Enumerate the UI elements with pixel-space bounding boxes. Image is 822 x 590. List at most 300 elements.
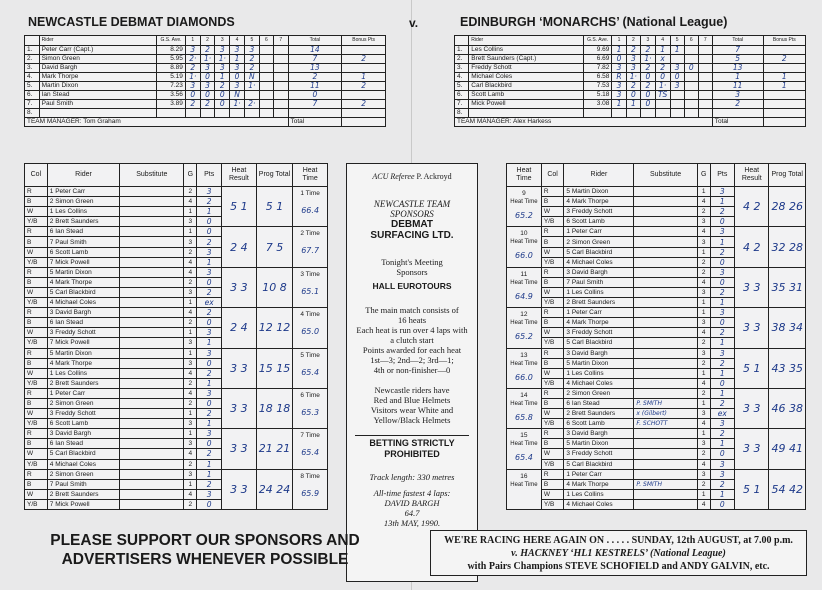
heat-points: 2 [197,197,222,207]
heat-time-label: 1 Time [300,190,320,197]
heat-substitute: F. SCHOTT [634,419,697,429]
heat-substitute [634,439,697,449]
rider-bonus: 2 [763,55,805,64]
heat-gate: 4 [697,459,710,469]
next-meeting-box [430,530,807,576]
heat-time-cell [293,469,328,509]
rider-bonus [763,46,805,55]
heat-gate: 3 [184,287,197,297]
ride-score: N [230,91,245,100]
col-header-ride-4: 4 [655,36,670,46]
heat-row [25,187,328,197]
rider-name: Simon Green [39,55,157,64]
heat-rider: 7 Mick Powell [47,257,119,267]
rider-name: Martin Dixon [39,82,157,91]
heat-time-cell [293,388,328,428]
col-header-ride-6: 6 [684,36,698,46]
col-header-heat-time: Heat Time [293,164,328,187]
heat-substitute [634,267,697,277]
col-header-rider: Rider [39,36,157,46]
ride-score: 3 [215,64,230,73]
heat-substitute [120,378,184,388]
rider-name: Peter Carr (Capt.) [39,46,157,55]
rider-row [25,64,386,73]
ride-score [185,109,200,118]
ride-score [684,82,698,91]
heat-points: 2 [197,308,222,318]
heat-colour: R [541,308,564,318]
heat-time-cell [507,187,542,227]
heat-rider: 4 Mark Thorpe [564,318,634,328]
heat-colour: B [541,439,564,449]
heat-row [25,348,328,358]
middle-info-panel [346,163,478,582]
heat-colour: Y/B [541,378,564,388]
heat-colour: Y/B [25,378,48,388]
rider-total: 13 [712,64,763,73]
col-header-ride-3: 3 [641,36,656,46]
heat-rider: 5 Martin Dixon [564,358,634,368]
heat-gate: 1 [184,207,197,217]
heat-colour: Y/B [541,217,564,227]
heat-prog-total: 15 15 [256,348,293,388]
heat-time: 65.0 [301,327,320,337]
ride-score [684,100,698,109]
heat-gate: 4 [697,378,710,388]
heat-colour: Y/B [541,257,564,267]
heat-rider: 1 Peter Carr [47,187,119,197]
rider-row [25,55,386,64]
rider-number: 1. [455,46,469,55]
sponsors-heading-1: NEWCASTLE TEAM [373,199,451,209]
heat-result: 5 1 [222,187,257,227]
heat-colour: R [25,227,48,237]
heat-points: 1 [710,298,734,308]
rider-number: 8. [25,109,40,118]
heat-points: 1 [197,257,222,267]
heat-colour: R [541,388,564,398]
heat-time-cell [507,227,542,267]
heat-gate: 2 [184,398,197,408]
heat-gate: 4 [184,449,197,459]
heat-time: 66.0 [515,251,533,261]
rider-number: 3. [25,64,40,73]
heat-number: 10 [520,230,528,238]
heat-points: 0 [710,449,734,459]
heat-gate: 1 [697,187,710,197]
heat-row [507,187,806,197]
heat-gate: 4 [184,257,197,267]
heat-colour: R [25,388,48,398]
heat-points: 2 [710,328,734,338]
rules-line: a clutch start [390,335,434,345]
ride-score: 1· [626,73,641,82]
heat-number: 11 [520,270,528,278]
heat-gate: 3 [697,217,710,227]
col-header-ride-7: 7 [698,36,712,46]
heat-colour: B [541,318,564,328]
heat-substitute [120,409,184,419]
heat-rider: 7 Mick Powell [47,338,119,348]
heat-gate: 2 [697,449,710,459]
heat-substitute [634,469,697,479]
heat-rider: 1 Les Collins [564,489,634,499]
rider-name: Brett Saunders (Capt.) [469,55,584,64]
rider-row [455,100,806,109]
heat-gate: 4 [697,197,710,207]
rider-name: Mark Thorpe [39,73,157,82]
ride-score: 2· [244,100,259,109]
rules-line: Points awarded for each heat [362,345,462,355]
heat-row [25,308,328,318]
heat-points: 2 [710,287,734,297]
col-header-avg: G.S. Ave. [583,36,612,46]
heat-colour: W [25,489,48,499]
ride-score: 0 [200,91,215,100]
rider-number: 2. [455,55,469,64]
col-header-total: Total [712,36,763,46]
heat-rider: 3 Freddy Schott [564,207,634,217]
rider-bonus [763,64,805,73]
ride-score: 1· [244,82,259,91]
heat-time-cell [293,187,328,227]
heat-gate: 3 [184,358,197,368]
heat-row [25,227,328,237]
ride-score [670,55,684,64]
ride-score: 3 [185,82,200,91]
heat-time: 65.2 [515,211,533,220]
heat-points: 3 [197,328,222,338]
heat-rider: 3 Freddy Schott [47,328,119,338]
ride-score: 1· [641,55,656,64]
heat-gate: 2 [697,479,710,489]
heat-points: 1 [197,378,222,388]
heat-result: 3 3 [735,267,769,307]
heat-colour: W [541,207,564,217]
heat-substitute [634,348,697,358]
col-header-bonus: Bonus Pts [763,36,805,46]
heat-gate: 2 [697,338,710,348]
ride-score [200,109,215,118]
meeting-sponsor-name: HALL EUROTOURS [372,281,452,291]
heat-substitute [120,247,184,257]
away-team-title: EDINBURGH ‘MONARCHS’ (National League) [460,15,728,29]
heat-colour: B [25,439,48,449]
heat-gate: 4 [697,499,710,509]
heat-rider: 1 Les Collins [564,368,634,378]
heat-substitute [120,489,184,499]
ride-score: 1 [670,46,684,55]
heat-points: 1 [710,439,734,449]
heat-points: 2 [710,358,734,368]
heat-substitute [120,398,184,408]
heat-rider: 7 Paul Smith [47,237,119,247]
ride-score: 0 [230,73,245,82]
heat-substitute [120,388,184,398]
heat-gate: 3 [697,409,710,419]
heat-prog-total: 35 31 [769,267,806,307]
helmet-colours-line: Newcastle riders have [374,385,450,395]
heat-rider: 5 Carl Blackbird [564,338,634,348]
col-header-gate: G [184,164,197,187]
heat-rider: 5 Martin Dixon [564,187,634,197]
heat-substitute: P. SMITH [634,398,697,408]
rider-total: 11 [712,82,763,91]
referee-name: P. Ackroyd [416,172,452,181]
helmet-colours-line: Red and Blue Helmets [373,395,451,405]
ride-score: 3 [230,82,245,91]
heat-substitute [120,328,184,338]
heat-colour: R [25,348,48,358]
ride-score: 3 [670,82,684,91]
ride-score: 1· [655,82,670,91]
heat-points: 3 [710,227,734,237]
heat-gate: 3 [184,469,197,479]
heat-rider: 4 Mark Thorpe [47,277,119,287]
heat-rider: 3 Freddy Schott [564,328,634,338]
heat-rider: 6 Ian Stead [564,398,634,408]
rider-average: 7.53 [583,82,612,91]
home-team-title: NEWCASTLE DEBMAT DIAMONDS [28,15,235,29]
heat-row [25,469,328,479]
heat-gate: 4 [697,328,710,338]
heat-result: 2 4 [222,227,257,267]
heat-gate: 1 [184,348,197,358]
rider-number: 2. [25,55,40,64]
heat-points: 3 [710,459,734,469]
rider-total: 7 [712,46,763,55]
rider-name: Carl Blackbird [469,82,584,91]
rider-row [455,46,806,55]
col-header-points: Pts [197,164,222,187]
heat-time-label: Heat Time [510,199,538,205]
heat-gate: 1 [697,489,710,499]
heat-gate: 1 [697,298,710,308]
meeting-sponsors-2: Sponsors [396,267,428,277]
rider-bonus [763,100,805,109]
track-record-line: 13th MAY, 1990. [383,518,441,528]
heat-rider: 7 Paul Smith [47,479,119,489]
heat-colour: B [541,237,564,247]
heat-substitute [120,338,184,348]
col-header-colour: Col [541,164,564,187]
ride-score [655,100,670,109]
col-header-no [25,36,40,46]
heat-gate: 2 [184,499,197,509]
heat-colour: R [25,429,48,439]
heat-substitute [120,358,184,368]
heat-rider: 2 Brett Saunders [47,217,119,227]
rider-average: 7.23 [157,82,186,91]
heat-substitute [634,298,697,308]
support-sponsors-notice [24,531,386,569]
heat-prog-total: 43 35 [769,348,806,388]
heat-rider: 7 Paul Smith [564,277,634,287]
ride-score [244,91,259,100]
rules-line: Each heat is run over 4 laps with [356,325,468,335]
ride-score: 3 [612,91,626,100]
heat-colour: W [25,247,48,257]
ride-score: 0 [684,64,698,73]
col-header-substitute: Substitute [634,164,697,187]
heat-rider: 5 Carl Blackbird [564,459,634,469]
col-header-heat-result: Heat Result [222,164,257,187]
heat-result: 5 1 [735,469,769,509]
rider-average: 9.69 [583,46,612,55]
heat-time: 66.4 [301,206,320,215]
heat-rider: 6 Ian Stead [47,318,119,328]
ride-score: 0 [626,91,641,100]
heat-number: 16 [520,472,528,480]
heat-points: 3 [197,388,222,398]
heat-colour: Y/B [25,338,48,348]
heat-number: 12 [520,311,528,319]
heat-colour: B [25,479,48,489]
heat-points: 1 [197,469,222,479]
col-header-rider: Rider [47,164,119,187]
heat-time: 65.4 [515,453,533,463]
rider-average: 7.82 [583,64,612,73]
ride-score [274,73,288,82]
heat-colour: Y/B [541,459,564,469]
heat-row [507,227,806,237]
heats-table-left [24,163,328,510]
heat-gate: 4 [184,267,197,277]
heat-rider: 3 David Bargh [47,308,119,318]
heat-time-label: 7 Time [300,432,320,440]
ride-score [259,91,273,100]
ride-score [274,55,288,64]
ride-score: 2 [655,64,670,73]
rider-number: 4. [455,73,469,82]
col-header-ride-1: 1 [612,36,626,46]
rider-name: David Bargh [39,64,157,73]
ride-score: 1 [626,100,641,109]
heat-time-cell [507,429,542,469]
ride-score: 2 [626,46,641,55]
ride-score [698,55,712,64]
heat-colour: Y/B [25,459,48,469]
rider-number: 4. [25,73,40,82]
helmet-colours-line: Yellow/Black Helmets [373,415,451,425]
grand-total-cell [342,118,386,127]
rider-bonus: 2 [342,100,386,109]
heat-points: ex [197,298,222,308]
heat-gate: 4 [184,308,197,318]
heat-time-label: Heat Time [510,441,538,448]
heat-points: 0 [710,499,734,509]
ride-score: 2 [200,100,215,109]
heat-result: 3 3 [735,429,769,469]
heats-table-right [506,163,806,510]
heat-points: 1 [197,459,222,469]
heat-points: 0 [710,257,734,267]
heat-points: 2 [197,287,222,297]
heat-rider: 4 Mark Thorpe [564,197,634,207]
rider-number: 5. [455,82,469,91]
ride-score: 2 [641,64,656,73]
heat-number: 14 [520,391,528,399]
rider-bonus: 1 [342,73,386,82]
heat-gate: 1 [697,247,710,257]
heat-rider: 1 Peter Carr [564,469,634,479]
next-meeting-line-3: with Pairs Champions STEVE SCHOFIELD and ANDY GALVIN, etc. [467,561,770,572]
ride-score [684,46,698,55]
col-header-heat-time: Heat Time [507,164,542,187]
heat-prog-total: 46 38 [769,388,806,428]
heat-substitute [120,217,184,227]
ride-score: 0 [215,91,230,100]
support-line-1: PLEASE SUPPORT OUR SPONSORS AND [50,532,360,549]
heat-prog-total: 12 12 [256,308,293,348]
heat-substitute [634,187,697,197]
heat-substitute [120,419,184,429]
heat-substitute [120,429,184,439]
ride-score: 1 [612,100,626,109]
rider-bonus [342,109,386,118]
heat-points: 2 [710,207,734,217]
heat-points: 3 [197,187,222,197]
heat-substitute [634,338,697,348]
heat-time: 65.4 [301,367,320,377]
ride-score: x [655,55,670,64]
heat-row [25,267,328,277]
heat-rider: 5 Carl Blackbird [47,449,119,459]
heat-rider: 5 Martin Dixon [564,439,634,449]
ride-score: TS [655,91,670,100]
heat-gate: 2 [184,277,197,287]
heat-rider: 2 Brett Saunders [564,409,634,419]
heat-colour: Y/B [541,338,564,348]
ride-score [259,64,273,73]
heat-points: 2 [197,237,222,247]
heat-colour: R [541,348,564,358]
rider-row [25,46,386,55]
heat-time: 65.3 [301,407,320,417]
heat-substitute [120,449,184,459]
heat-rider: 4 Michael Coles [564,257,634,267]
sponsor-name-1: DEBMAT [390,219,434,230]
ride-score [259,55,273,64]
heat-substitute [120,197,184,207]
heat-substitute [120,298,184,308]
heat-colour: W [541,368,564,378]
ride-score [274,91,288,100]
col-header-gate: G [697,164,710,187]
ride-score [259,46,273,55]
heat-gate: 3 [184,217,197,227]
rider-total [288,109,342,118]
heat-gate: 4 [184,368,197,378]
rider-row [25,82,386,91]
ride-score [684,91,698,100]
ride-score: 0 [641,100,656,109]
heat-gate: 2 [697,257,710,267]
col-header-heat-result: Heat Result [735,164,769,187]
ride-score: 3 [626,64,641,73]
heat-points: 3 [710,187,734,197]
heat-colour: B [541,277,564,287]
heat-time-label: 2 Time [300,230,320,238]
heat-rider: 1 Les Collins [47,368,119,378]
col-header-no [455,36,469,46]
heat-colour: W [541,247,564,257]
rider-name: Freddy Schott [469,64,584,73]
rider-average: 8.29 [157,46,186,55]
heat-rider: 3 Freddy Schott [564,449,634,459]
rider-row [455,64,806,73]
heat-rider: 1 Peter Carr [564,227,634,237]
